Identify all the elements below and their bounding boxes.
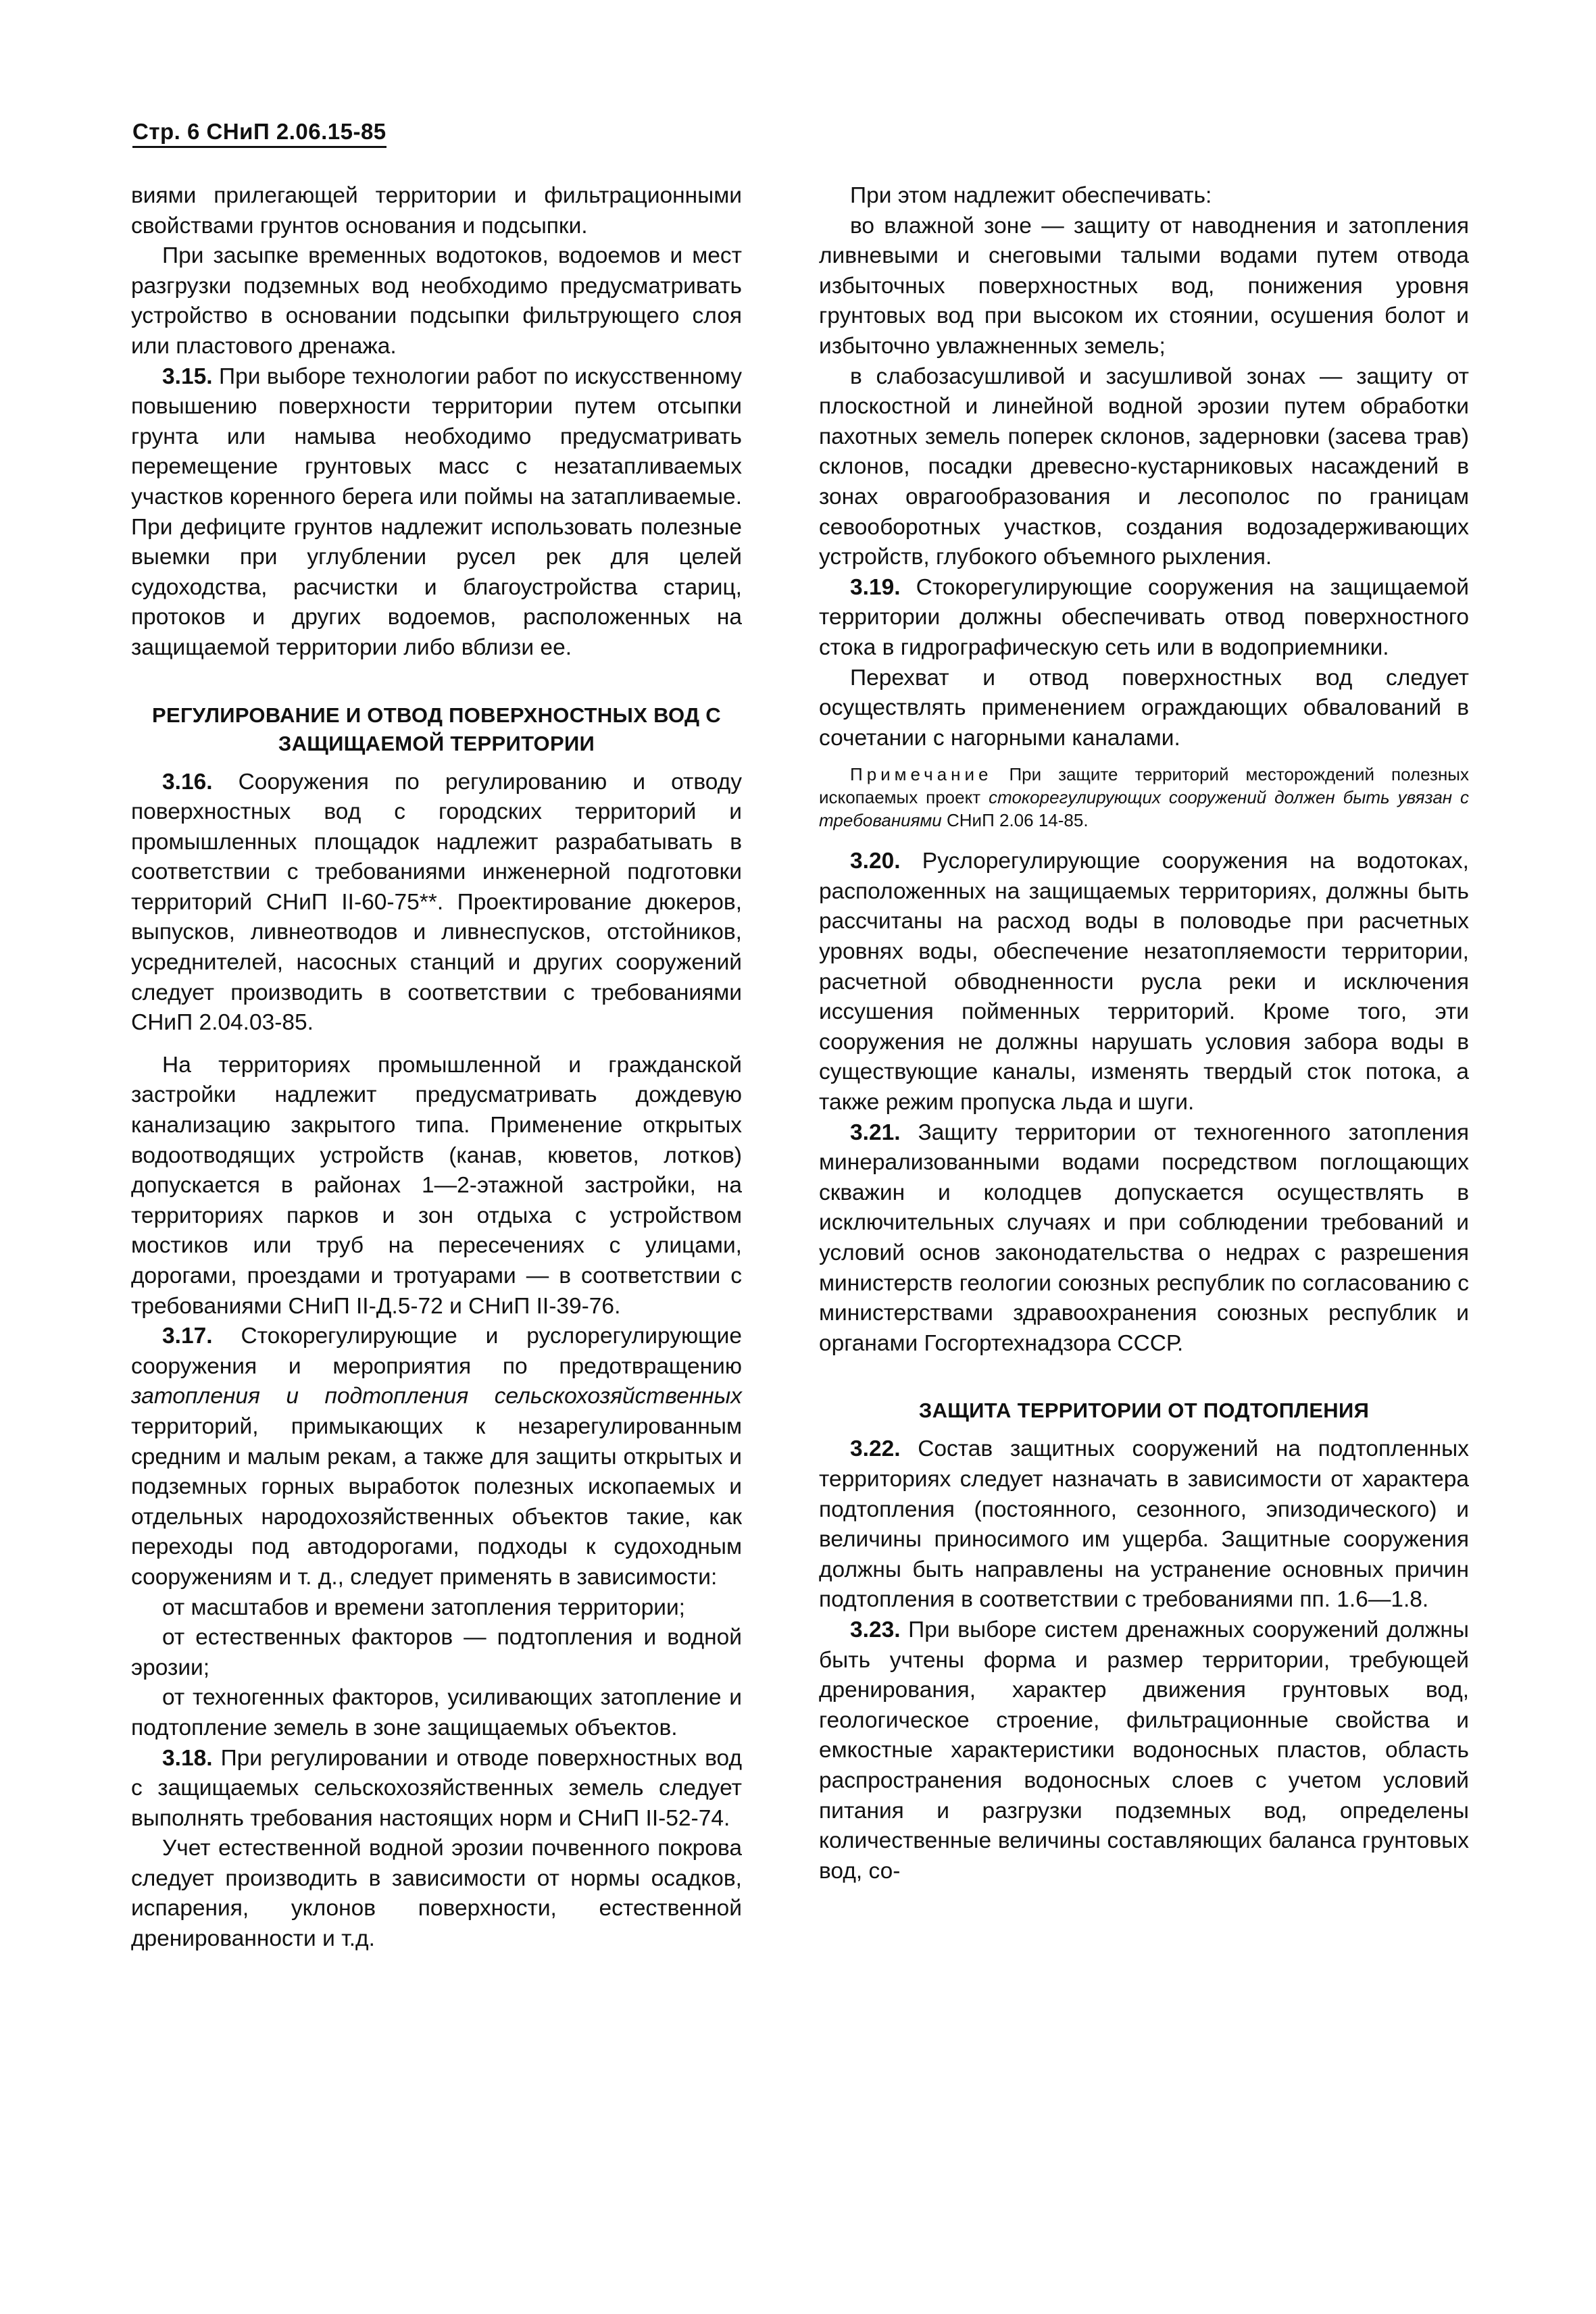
clause-number: 3.23. bbox=[850, 1617, 901, 1642]
paragraph-3-19: 3.19. Стокорегулирующие сооружения на защищаемой территории должны обеспечивать отвод поверхностного стока в гидрографическую сеть или в водоприемники. bbox=[819, 574, 1469, 660]
paragraph-3-20: 3.20. Руслорегулирующие сооружения на водотоках, расположенных на защищаемых территориях, должны быть рассчитаны на расход воды в половодье при расчетных уровнях воды, обеспечение незатопляемости территории, расчетной обводненности русла реки и исключения иссушения пойменных территорий. Кроме того, эти сооружения не должны нарушать условия забора воды в существующие каналы, изменять твердый сток потока, а также режим пропуска льда и шуги. bbox=[819, 849, 1469, 1115]
note-label: Примечание bbox=[850, 764, 993, 785]
paragraph: При этом надлежит обеспечивать: bbox=[850, 183, 1212, 208]
paragraph-3-16: 3.16. Сооружения по регулированию и отводу поверхностных вод с городских территорий и промышленных площадок надлежит разрабатывать в соответствии с требованиями инженерной подготовки территорий СНиП II-60-75**. Проектирование дюкеров, выпусков, ливнеотводов и ливнеспусков, отстойников, усреднителей, насосных станций и других сооружений следует производить в соответствии с требованиями СНиП 2.04.03-85. bbox=[131, 769, 742, 1036]
note: Примечание При защите территорий месторождений полезных ископаемых проект стокорегулирующих сооружений должен быть увязан с требованиями СНиП 2.06 14-85. bbox=[819, 764, 1469, 831]
clause-number: 3.19. bbox=[850, 574, 901, 600]
clause-number: 3.18. bbox=[162, 1745, 213, 1771]
left-column bbox=[131, 181, 742, 1955]
paragraph-3-23: 3.23. При выборе систем дренажных сооружений должны быть учтены форма и размер территории, требующей дренирования, характер движения грунтовых вод, геологическое строение, фильтрационные свойства и емкостные характеристики водоносных пластов, область распространения водоносных слоев с учетом условий питания и разгрузки подземных вод, определены количественные величины составляющих баланса грунтовых вод, со- bbox=[819, 1617, 1469, 1884]
paragraph-3-21: 3.21. Защиту территории от техногенного затопления минерализованными водами посредством поглощающих скважин и колодцев допускается осуществлять в исключительных случаях и при соблюдении требований и условий основ законодательства о недрах с разрешения министерств геологии союзных республик по согласованию с министерствами здравоохранения союзных республик и органами Госгортехнадзора СССР. bbox=[819, 1120, 1469, 1356]
section-title: ЗАЩИТА ТЕРРИТОРИИ ОТ ПОДТОПЛЕНИЯ bbox=[918, 1399, 1370, 1423]
clause-number: 3.15. bbox=[162, 363, 213, 389]
section-title: РЕГУЛИРОВАНИЕ И ОТВОД ПОВЕРХНОСТНЫХ ВОД С ЗАЩИЩАЕМОЙ ТЕРРИТОРИИ bbox=[151, 703, 721, 755]
paragraph: во влажной зоне — защиту от наводнения и затопления ливневыми и снеговыми талыми водами путем отвода избыточных поверхностных вод, понижения уровня грунтовых вод при высоком их стоянии, осушения болот и избыточно увлажненных земель; bbox=[819, 213, 1469, 359]
paragraph: Учет естественной водной эрозии почвенного покрова следует производить в зависимости от нормы осадков, испарения, уклонов поверхности, естественной дренированности и т.д. bbox=[131, 1836, 742, 1952]
paragraph: При засыпке временных водотоков, водоемов и мест разгрузки подземных вод необходимо предусматривать устройство в основании подсыпки фильтрующего слоя или пластового дренажа. bbox=[131, 243, 742, 359]
paragraph: На территориях промышленной и гражданской застройки надлежит предусматривать дождевую канализацию закрытого типа. Применение открытых водоотводящих устройств (канав, кюветов, лотков) допускается в районах 1—2-этажной застройки, на территориях парков и зон отдыха с устройством мостиков или труб на пересечениях с улицами, дорогами, проездами и тротуарами — в соответствии с требованиями СНиП II-Д.5-72 и СНиП II-39-76. bbox=[131, 1052, 742, 1319]
paragraph: виями прилегающей территории и фильтрационными свойствами грунтов основания и подсыпки. bbox=[131, 183, 742, 238]
paragraph: в слабозасушливой и засушливой зонах — защиту от плоскостной и линейной водной эрозии путем обработки пахотных земель поперек склонов, задерновки (засева трав) склонов, посадки древесно-кустарниковых насаждений в зонах оврагообразования и лесополос по границам севооборотных участков, создания водозадерживающих устройств, глубокого объемного рыхления. bbox=[819, 363, 1469, 570]
clause-number: 3.22. bbox=[850, 1436, 901, 1462]
paragraph-3-18: 3.18. При регулировании и отводе поверхностных вод с защищаемых сельскохозяйственных земель следует выполнять требования настоящих норм и СНиП II-52-74. bbox=[131, 1745, 742, 1831]
right-column bbox=[819, 181, 1469, 1886]
paragraph: от естественных факторов — подтопления и водной эрозии; bbox=[131, 1625, 742, 1680]
page-header: Стр. 6 СНиП 2.06.15-85 bbox=[132, 119, 386, 148]
paragraph-3-17: 3.17. Стокорегулирующие и руслорегулирующие сооружения и мероприятия по предотвращению затопления и подтопления сельскохозяйственных территорий, примыкающих к незарегулированным средним и малым рекам, а также для защиты открытых и подземных горных выработок полезных ископаемых и отдельных народохозяйственных объектов такие, как переходы под автодорогами, подходы к судоходным сооружениям и т. д., следует применять в зависимости: bbox=[131, 1324, 742, 1590]
paragraph-3-22: 3.22. Состав защитных сооружений на подтопленных территориях следует назначать в зависимости от характера подтопления (постоянного, сезонного, эпизодического) и величины приносимого им ущерба. Защитные сооружения должны быть направлены на устранение основных причин подтопления в соответствии с требованиями пп. 1.6—1.8. bbox=[819, 1436, 1469, 1613]
paragraph: от техногенных факторов, усиливающих затопление и подтопление земель в зоне защищаемых объектов. bbox=[131, 1685, 742, 1740]
clause-number: 3.20. bbox=[850, 849, 901, 874]
clause-number: 3.21. bbox=[850, 1120, 901, 1145]
paragraph: от масштабов и времени затопления территории; bbox=[162, 1594, 685, 1620]
clause-number: 3.17. bbox=[162, 1324, 213, 1349]
paragraph-3-15: 3.15. При выборе технологии работ по искусственному повышению поверхности территории путем отсыпки грунта или намыва необходимо предусматривать перемещение грунтовых масс с незатапливаемых участков коренного берега или поймы на затапливаемые. При дефиците грунтов надлежит использовать полезные выемки при углублении русел рек для целей судоходства, расчистки и благоустройства стариц, протоков и других водоемов, расположенных на защищаемой территории либо вблизи ее. bbox=[131, 363, 742, 660]
clause-number: 3.16. bbox=[162, 769, 213, 795]
paragraph: Перехват и отвод поверхностных вод следует осуществлять применением ограждающих обвалований в сочетании с нагорными каналами. bbox=[819, 665, 1469, 751]
